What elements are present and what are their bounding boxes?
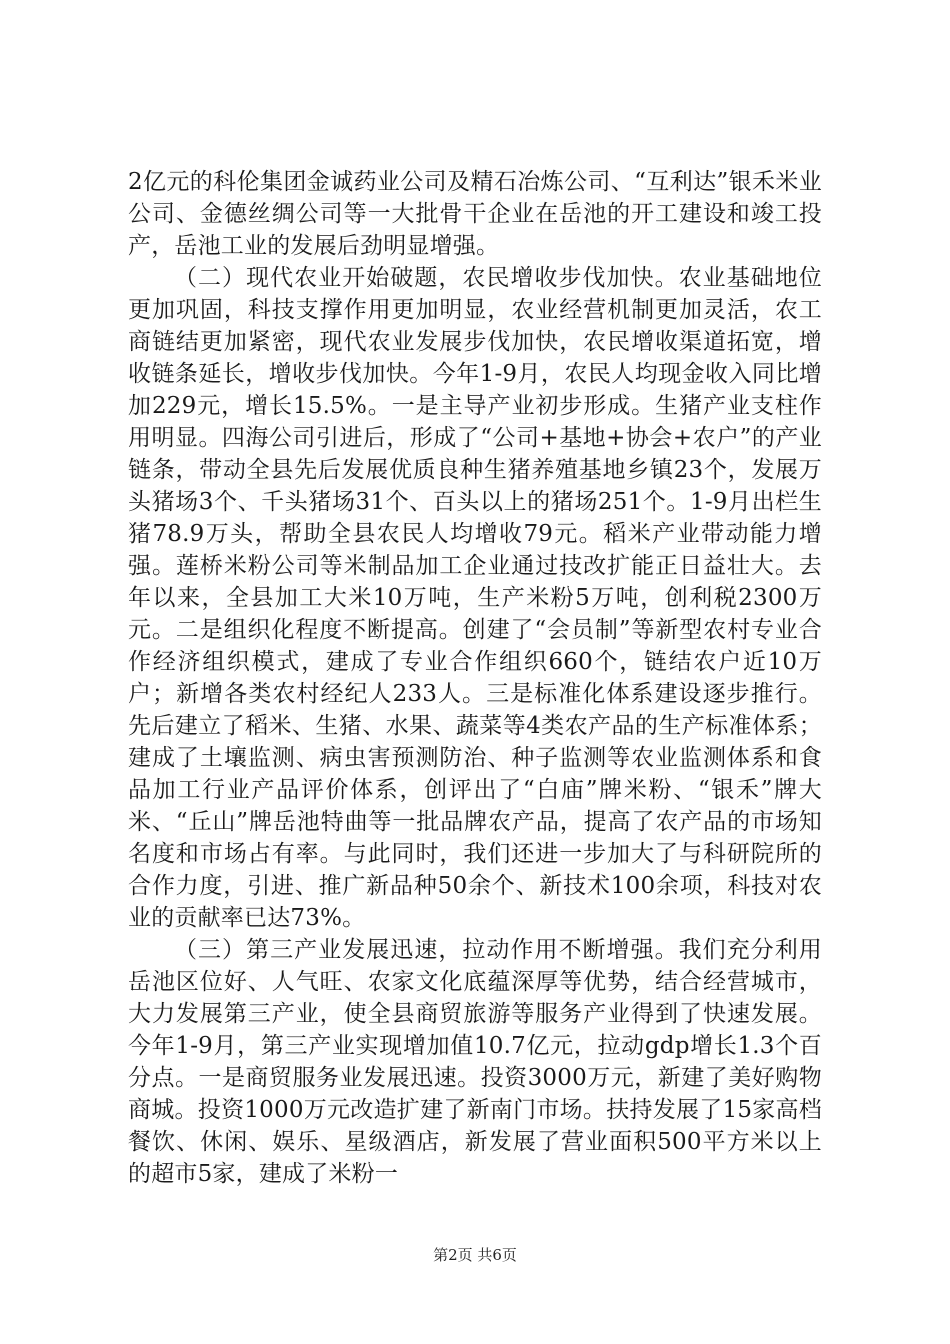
paragraph-continuation: 2亿元的科伦集团金诚药业公司及精石冶炼公司、“互利达”银禾米业公司、金德丝绸公司等一大批骨干企业在岳池的开工建设和竣工投产，岳池工业的发展后劲明显增强。 — [128, 169, 822, 259]
page-footer: 第2页 共6页 — [433, 1246, 517, 1264]
paragraph-agriculture: （二）现代农业开始破题，农民增收步伐加快。农业基础地位更加巩固，科技支撑作用更加明显，农业经营机制更加灵活，农工商链结更加紧密，现代农业发展步伐加快，农民增收渠道拓宽，增收链条延长，增收步伐加快。今年1-9月，农民人均现金收入同比增加229元，增长15.5%。一是主导产业初步形成。生猪产业支柱作用明显。四海公司引进后，形成了“公司+基地+协会+农户”的产业链条，带动全县先后发展优质良种生猪养殖基地乡镇23个，发展万头猪场3个、千头猪场31个、百头以上的猪场251个。1-9月出栏生猪78.9万头，帮助全县农民人均增收79元。稻米产业带动能力增强。莲桥米粉公司等米制品加工企业通过技改扩能正日益壮大。去年以来，全县加工大米10万吨，生产米粉5万吨，创利税2300万元。二是组织化程度不断提高。创建了“会员制”等新型农村专业合作经济组织模式，建成了专业合作组织660个，链结农户近10万户；新增各类农村经纪人233人。三是标准化体系建设逐步推行。先后建立了稻米、生猪、水果、蔬菜等4类农产品的生产标准体系；建成了土壤监测、病虫害预测防治、种子监测等农业监测体系和食品加工行业产品评价体系，创评出了“白庙”牌米粉、“银禾”牌大米、“丘山”牌岳池特曲等一批品牌农产品，提高了农产品的市场知名度和市场占有率。与此同时，我们还进一步加大了与科研院所的合作力度，引进、推广新品种50余个、新技术100余项，科技对农业的贡献率已达73%。 — [128, 265, 822, 931]
paragraph-tertiary-industry: （三）第三产业发展迅速，拉动作用不断增强。我们充分利用岳池区位好、人气旺、农家文化底蕴深厚等优势，结合经营城市，大力发展第三产业，使全县商贸旅游等服务产业得到了快速发展。今年1-9月，第三产业实现增加值10.7亿元，拉动gdp增长1.3个百分点。一是商贸服务业发展迅速。投资3000万元，新建了美好购物商城。投资1000万元改造扩建了新南门市场。扶持发展了15家高档餐饮、休闲、娱乐、星级酒店，新发展了营业面积500平方米以上的超市5家，建成了米粉一 — [128, 937, 822, 1187]
document-body — [128, 166, 822, 1190]
